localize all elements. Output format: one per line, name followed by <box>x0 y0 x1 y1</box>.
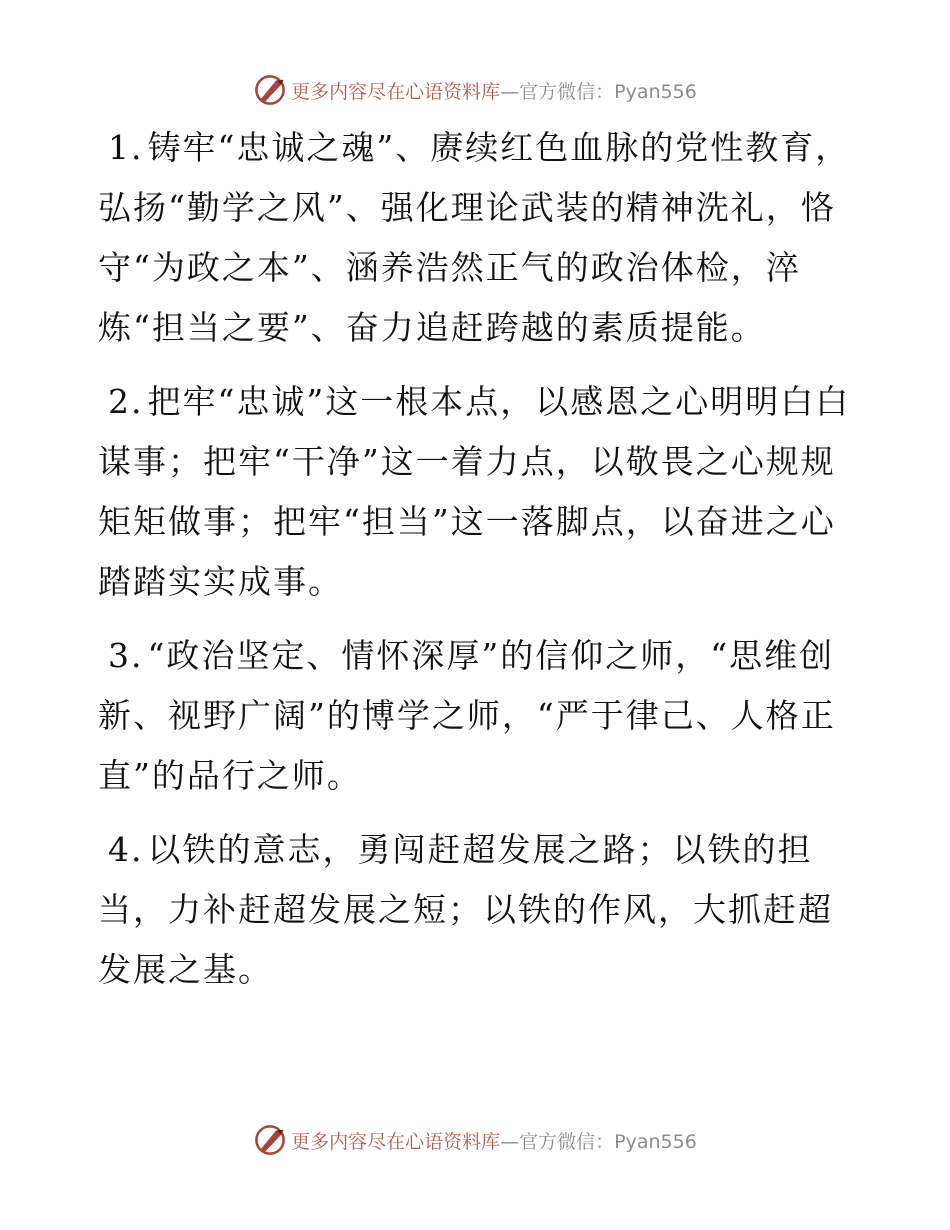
paragraph-2 <box>98 372 858 612</box>
paragraph-text: 把牢“忠诚”这一根本点，以感恩之心明明白白谋事；把牢“干净”这一着力点，以敬畏之心规规矩矩做事；把牢“担当”这一落脚点，以奋进之心踏踏实实成事。 <box>98 382 851 601</box>
paragraph-number: 4. <box>108 830 144 869</box>
paragraph-text: 以铁的意志，勇闯赶超发展之路；以铁的担当，力补赶超发展之短；以铁的作风，大抓赶超发展之基。 <box>98 830 833 989</box>
paragraph-text: “政治坚定、情怀深厚”的信仰之师，“思维创新、视野广阔”的博学之师，“严于律己、人格正直”的品行之师。 <box>98 636 836 795</box>
banner-slogan: 更多内容尽在心语资料库 <box>291 80 501 103</box>
banner-separator: — <box>500 80 520 103</box>
banner-wechat: 官方微信：Pyan556 <box>519 1130 697 1153</box>
pen-logo-icon <box>253 1123 287 1157</box>
banner-slogan: 更多内容尽在心语资料库 <box>291 1130 501 1153</box>
banner-text <box>291 1127 697 1154</box>
banner-wechat: 官方微信：Pyan556 <box>519 80 697 103</box>
paragraph-number: 3. <box>108 636 144 675</box>
document-body <box>98 118 858 1014</box>
paragraph-number: 2. <box>108 382 144 421</box>
paragraph-4 <box>98 820 858 1000</box>
paragraph-1 <box>98 118 858 358</box>
paragraph-3 <box>98 626 858 806</box>
paragraph-number: 1. <box>108 128 144 167</box>
paragraph-text: 铸牢“忠诚之魂”、赓续红色血脉的党性教育，弘扬“勤学之风”、强化理论武装的精神洗礼，恪守“为政之本”、涵养浩然正气的政治体检，淬炼“担当之要”、奋力追赶跨越的素质提能。 <box>98 128 851 347</box>
banner-separator: — <box>500 1130 520 1153</box>
pen-logo-icon <box>253 73 287 107</box>
footer-banner <box>0 1120 950 1160</box>
banner-text <box>291 77 697 104</box>
header-banner <box>0 70 950 110</box>
